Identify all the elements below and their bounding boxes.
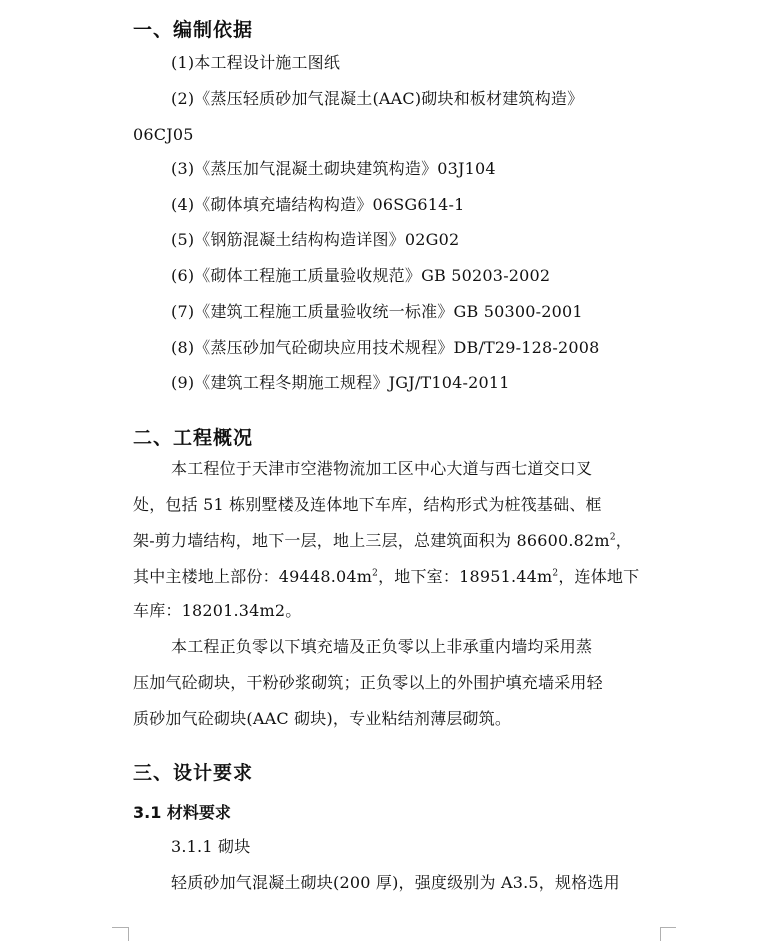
section-heading-overview: 二、工程概况 <box>133 427 254 449</box>
basis-item-7: (7)《建筑工程施工质量验收统一标准》GB 50300-2001 <box>171 302 583 321</box>
overview-paragraph-2-line-2: 压加气砼砌块，干粉砂浆砌筑；正负零以上的外围护填充墙采用轻 <box>133 673 603 692</box>
basis-item-9: (9)《建筑工程冬期施工规程》JGJ/T104-2011 <box>171 373 510 392</box>
subsubsection-heading-blocks: 3.1.1 砌块 <box>171 837 251 856</box>
subsection-heading-materials: 3.1 材料要求 <box>133 803 231 822</box>
overview-paragraph-2-line-3: 质砂加气砼砌块(AAC 砌块)，专业粘结剂薄层砌筑。 <box>133 709 512 728</box>
overview-paragraph-2-line-1: 本工程正负零以下填充墙及正负零以上非承重内墙均采用蒸 <box>171 637 593 656</box>
basis-item-3: (3)《蒸压加气混凝土砌块建筑构造》03J104 <box>171 159 496 178</box>
basis-item-4: (4)《砌体填充墙结构构造》06SG614-1 <box>171 195 465 214</box>
basis-item-8: (8)《蒸压砂加气砼砌块应用技术规程》DB/T29-128-2008 <box>171 338 600 357</box>
page-margin-corner-left <box>112 927 129 941</box>
overview-paragraph-1-line-4: 其中主楼地上部份：$49448.04m^2$，地下室：$18951.44m^2$，连体地下 <box>133 567 640 586</box>
section-heading-basis: 一、编制依据 <box>133 19 254 41</box>
basis-item-5: (5)《钢筋混凝土结构构造详图》02G02 <box>171 230 460 249</box>
basis-item-2-continuation: 06CJ05 <box>133 125 194 144</box>
overview-paragraph-1-line-1: 本工程位于天津市空港物流加工区中心大道与西七道交口叉 <box>171 459 593 478</box>
page-margin-corner-right <box>660 927 677 941</box>
page-margin-corner-left-line <box>112 927 128 928</box>
section-heading-design: 三、设计要求 <box>133 762 254 784</box>
page-margin-corner-right-line <box>660 927 676 928</box>
design-paragraph-1-line-1: 轻质砂加气混凝土砌块(200 厚)，强度级别为 A3.5，规格选用 <box>171 873 620 892</box>
overview-paragraph-1-line-2: 处，包括 51 栋别墅楼及连体地下车库，结构形式为桩筏基础、框 <box>133 495 602 514</box>
overview-paragraph-1-line-5: 车库：18201.34m2。 <box>133 601 302 620</box>
basis-item-2: (2)《蒸压轻质砂加气混凝土(AAC)砌块和板材建筑构造》 <box>171 89 584 108</box>
basis-item-1: (1)本工程设计施工图纸 <box>171 53 341 72</box>
basis-item-6: (6)《砌体工程施工质量验收规范》GB 50203-2002 <box>171 266 551 285</box>
overview-paragraph-1-line-3: 架-剪力墙结构，地下一层，地上三层，总建筑面积为 $86600.82m^2$， <box>133 531 632 550</box>
